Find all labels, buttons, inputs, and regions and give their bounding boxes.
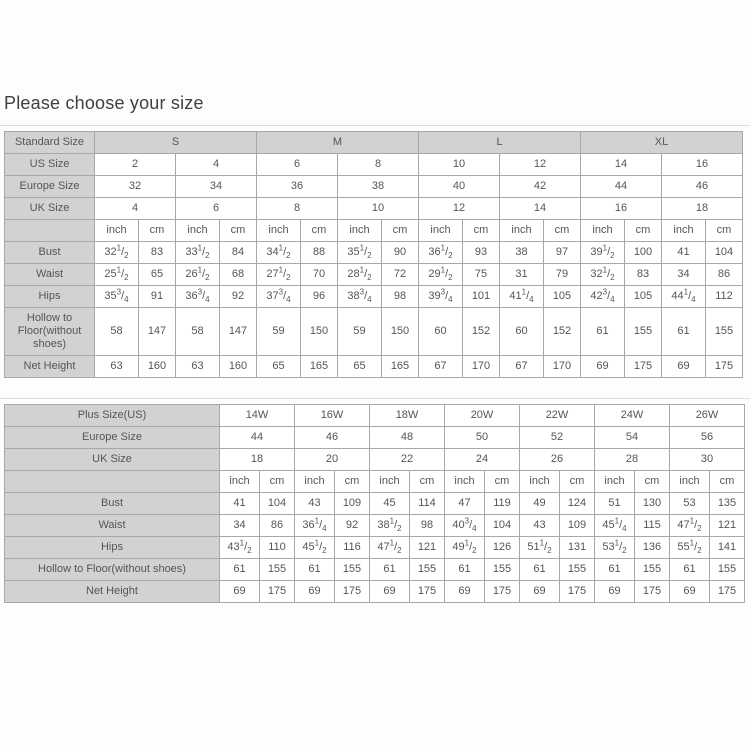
page-title: Please choose your size <box>4 93 204 113</box>
measure-cell: 75 <box>463 264 500 286</box>
unit-header: inch <box>419 220 463 242</box>
measure-cell: 67 <box>419 356 463 378</box>
measure-cell: 69 <box>220 581 260 603</box>
size-cell: 26W <box>670 405 745 427</box>
measure-row <box>5 356 743 378</box>
row-label: Hips <box>5 537 220 559</box>
unit-header: inch <box>220 471 260 493</box>
unit-header: cm <box>139 220 176 242</box>
measure-cell: 65 <box>257 356 301 378</box>
measure-cell: 31 <box>500 264 544 286</box>
measure-cell: 175 <box>335 581 370 603</box>
size-cell: 30 <box>670 449 745 471</box>
measure-cell: 61 <box>370 559 410 581</box>
measure-cell: 69 <box>581 356 625 378</box>
measure-row <box>5 559 745 581</box>
measure-cell: 61 <box>295 559 335 581</box>
measure-cell: 63 <box>176 356 220 378</box>
unit-header: cm <box>560 471 595 493</box>
measure-cell: $26^1/_2$ <box>176 264 220 286</box>
row-label: Bust <box>5 493 220 515</box>
row-label: Hollow to Floor(without shoes) <box>5 308 95 356</box>
measure-row <box>5 286 743 308</box>
measure-cell: 84 <box>220 242 257 264</box>
measure-cell: 150 <box>382 308 419 356</box>
measure-cell: 60 <box>500 308 544 356</box>
size-cell: 16 <box>581 198 662 220</box>
measure-cell: 155 <box>560 559 595 581</box>
measure-cell: 59 <box>338 308 382 356</box>
measure-cell: 155 <box>260 559 295 581</box>
unit-row-label <box>5 471 220 493</box>
measure-cell: 175 <box>625 356 662 378</box>
size-cell: 24 <box>445 449 520 471</box>
measure-cell: $45^1/_2$ <box>295 537 335 559</box>
measure-cell: $36^1/_4$ <box>295 515 335 537</box>
measure-cell: 101 <box>463 286 500 308</box>
size-cell: 10 <box>338 198 419 220</box>
size-cell: 14 <box>581 154 662 176</box>
measure-cell: 41 <box>220 493 260 515</box>
measure-cell: 109 <box>335 493 370 515</box>
measure-cell: 147 <box>139 308 176 356</box>
row-label: Hips <box>5 286 95 308</box>
measure-cell: 61 <box>220 559 260 581</box>
row-label: Net Height <box>5 581 220 603</box>
measure-cell: 69 <box>670 581 710 603</box>
measure-cell: 58 <box>95 308 139 356</box>
measure-cell: 61 <box>595 559 635 581</box>
measure-cell: $35^1/_2$ <box>338 242 382 264</box>
measure-cell: 152 <box>544 308 581 356</box>
size-cell: 18 <box>662 198 743 220</box>
size-group-row <box>5 132 743 154</box>
size-row <box>5 427 745 449</box>
measure-cell: 147 <box>220 308 257 356</box>
measure-cell: $42^3/_4$ <box>581 286 625 308</box>
unit-header: cm <box>706 220 743 242</box>
size-row <box>5 198 743 220</box>
measure-cell: 135 <box>710 493 745 515</box>
measure-cell: $32^1/_2$ <box>581 264 625 286</box>
measure-cell: 53 <box>670 493 710 515</box>
measure-cell: 104 <box>706 242 743 264</box>
row-label: Waist <box>5 264 95 286</box>
measure-cell: 150 <box>301 308 338 356</box>
size-cell: 14 <box>500 198 581 220</box>
row-label: Europe Size <box>5 176 95 198</box>
measure-cell: $28^1/_2$ <box>338 264 382 286</box>
unit-header: inch <box>520 471 560 493</box>
size-cell: 46 <box>662 176 743 198</box>
size-cell: 26 <box>520 449 595 471</box>
measure-cell: 175 <box>410 581 445 603</box>
divider <box>0 125 750 126</box>
measure-row <box>5 264 743 286</box>
measure-cell: 116 <box>335 537 370 559</box>
unit-header: cm <box>710 471 745 493</box>
divider <box>0 398 750 399</box>
measure-cell: 104 <box>485 515 520 537</box>
measure-cell: 90 <box>382 242 419 264</box>
measure-cell: 165 <box>382 356 419 378</box>
measure-cell: 141 <box>710 537 745 559</box>
unit-header: inch <box>295 471 335 493</box>
measure-cell: $40^3/_4$ <box>445 515 485 537</box>
measure-cell: 43 <box>295 493 335 515</box>
size-cell: 22W <box>520 405 595 427</box>
unit-header: cm <box>301 220 338 242</box>
measure-cell: 105 <box>544 286 581 308</box>
unit-header: inch <box>370 471 410 493</box>
measure-cell: 175 <box>706 356 743 378</box>
measure-cell: 97 <box>544 242 581 264</box>
measure-row <box>5 493 745 515</box>
measure-cell: 131 <box>560 537 595 559</box>
measure-cell: 47 <box>445 493 485 515</box>
measure-cell: 175 <box>560 581 595 603</box>
measure-cell: 115 <box>635 515 670 537</box>
measure-cell: $51^1/_2$ <box>520 537 560 559</box>
measure-cell: 41 <box>662 242 706 264</box>
size-cell: 32 <box>95 176 176 198</box>
measure-row <box>5 581 745 603</box>
measure-cell: 112 <box>706 286 743 308</box>
measure-cell: 105 <box>625 286 662 308</box>
row-label: Bust <box>5 242 95 264</box>
size-cell: 48 <box>370 427 445 449</box>
measure-cell: 165 <box>301 356 338 378</box>
measure-cell: 38 <box>500 242 544 264</box>
unit-header: inch <box>500 220 544 242</box>
measure-cell: 69 <box>445 581 485 603</box>
measure-cell: $33^1/_2$ <box>176 242 220 264</box>
measure-cell: 121 <box>710 515 745 537</box>
measure-cell: 63 <box>95 356 139 378</box>
row-label: US Size <box>5 154 95 176</box>
unit-header: inch <box>176 220 220 242</box>
size-cell: 12 <box>500 154 581 176</box>
measure-cell: 155 <box>485 559 520 581</box>
measure-row <box>5 537 745 559</box>
measure-cell: 61 <box>581 308 625 356</box>
unit-header: inch <box>581 220 625 242</box>
size-group-header: XL <box>581 132 743 154</box>
size-cell: 28 <box>595 449 670 471</box>
measure-cell: 121 <box>410 537 445 559</box>
measure-cell: $34^1/_2$ <box>257 242 301 264</box>
measure-cell: $32^1/_2$ <box>95 242 139 264</box>
measure-cell: 45 <box>370 493 410 515</box>
size-cell: 46 <box>295 427 370 449</box>
measure-cell: 92 <box>220 286 257 308</box>
size-cell: 18 <box>220 449 295 471</box>
measure-cell: 160 <box>139 356 176 378</box>
size-cell: 40 <box>419 176 500 198</box>
measure-cell: $27^1/_2$ <box>257 264 301 286</box>
row-label: Hollow to Floor(without shoes) <box>5 559 220 581</box>
row-label: Plus Size(US) <box>5 405 220 427</box>
size-group-header: S <box>95 132 257 154</box>
measure-cell: 61 <box>445 559 485 581</box>
measure-cell: $39^3/_4$ <box>419 286 463 308</box>
measure-cell: 119 <box>485 493 520 515</box>
measure-cell: 170 <box>544 356 581 378</box>
size-cell: 18W <box>370 405 445 427</box>
measure-cell: 86 <box>706 264 743 286</box>
measure-cell: 86 <box>260 515 295 537</box>
measure-row <box>5 242 743 264</box>
measure-cell: 136 <box>635 537 670 559</box>
measure-cell: 96 <box>301 286 338 308</box>
measure-cell: 79 <box>544 264 581 286</box>
measure-cell: 155 <box>706 308 743 356</box>
size-cell: 8 <box>257 198 338 220</box>
measure-cell: 69 <box>662 356 706 378</box>
measure-cell: $47^1/_2$ <box>670 515 710 537</box>
size-row <box>5 154 743 176</box>
measure-cell: 100 <box>625 242 662 264</box>
standard-size-table <box>4 131 743 378</box>
measure-cell: 72 <box>382 264 419 286</box>
unit-header: cm <box>410 471 445 493</box>
measure-cell: 155 <box>710 559 745 581</box>
unit-header: cm <box>544 220 581 242</box>
measure-cell: 155 <box>410 559 445 581</box>
size-cell: 20W <box>445 405 520 427</box>
unit-header: cm <box>625 220 662 242</box>
size-cell: 20 <box>295 449 370 471</box>
measure-cell: $36^1/_2$ <box>419 242 463 264</box>
size-cell: 44 <box>220 427 295 449</box>
size-cell: 8 <box>338 154 419 176</box>
unit-header: inch <box>670 471 710 493</box>
measure-cell: $29^1/_2$ <box>419 264 463 286</box>
measure-cell: $35^3/_4$ <box>95 286 139 308</box>
size-cell: 56 <box>670 427 745 449</box>
unit-header: inch <box>338 220 382 242</box>
measure-cell: $47^1/_2$ <box>370 537 410 559</box>
size-cell: 52 <box>520 427 595 449</box>
size-cell: 4 <box>95 198 176 220</box>
size-cell: 38 <box>338 176 419 198</box>
measure-cell: $25^1/_2$ <box>95 264 139 286</box>
measure-cell: 175 <box>635 581 670 603</box>
measure-cell: $38^3/_4$ <box>338 286 382 308</box>
measure-cell: 160 <box>220 356 257 378</box>
measure-cell: $41^1/_4$ <box>500 286 544 308</box>
unit-row <box>5 471 745 493</box>
size-cell: 44 <box>581 176 662 198</box>
size-cell: 34 <box>176 176 257 198</box>
measure-cell: 61 <box>520 559 560 581</box>
size-cell: 16W <box>295 405 370 427</box>
size-cell: 16 <box>662 154 743 176</box>
measure-cell: 49 <box>520 493 560 515</box>
measure-cell: 83 <box>625 264 662 286</box>
measure-cell: 34 <box>220 515 260 537</box>
measure-cell: 69 <box>370 581 410 603</box>
measure-cell: 175 <box>485 581 520 603</box>
measure-cell: 58 <box>176 308 220 356</box>
measure-cell: 69 <box>520 581 560 603</box>
measure-cell: $36^3/_4$ <box>176 286 220 308</box>
measure-cell: 60 <box>419 308 463 356</box>
measure-cell: 124 <box>560 493 595 515</box>
measure-cell: 70 <box>301 264 338 286</box>
size-cell: 12 <box>419 198 500 220</box>
size-cell: 36 <box>257 176 338 198</box>
size-cell: 10 <box>419 154 500 176</box>
measure-cell: 92 <box>335 515 370 537</box>
size-row <box>5 176 743 198</box>
measure-cell: 126 <box>485 537 520 559</box>
measure-cell: 175 <box>710 581 745 603</box>
size-group-header: L <box>419 132 581 154</box>
measure-cell: $53^1/_2$ <box>595 537 635 559</box>
measure-cell: $55^1/_2$ <box>670 537 710 559</box>
measure-cell: 61 <box>670 559 710 581</box>
measure-cell: 65 <box>338 356 382 378</box>
unit-header: cm <box>220 220 257 242</box>
size-cell: 22 <box>370 449 445 471</box>
measure-cell: 155 <box>335 559 370 581</box>
measure-cell: $38^1/_2$ <box>370 515 410 537</box>
unit-header: cm <box>335 471 370 493</box>
row-label: UK Size <box>5 449 220 471</box>
size-cell: 50 <box>445 427 520 449</box>
measure-cell: 34 <box>662 264 706 286</box>
measure-cell: 98 <box>410 515 445 537</box>
measure-cell: $37^3/_4$ <box>257 286 301 308</box>
measure-cell: 59 <box>257 308 301 356</box>
measure-cell: 68 <box>220 264 257 286</box>
plus-size-table <box>4 404 745 603</box>
measure-cell: 155 <box>625 308 662 356</box>
unit-header: cm <box>635 471 670 493</box>
unit-header: inch <box>662 220 706 242</box>
size-cell: 6 <box>176 198 257 220</box>
measure-cell: $49^1/_2$ <box>445 537 485 559</box>
unit-header: inch <box>445 471 485 493</box>
unit-header: cm <box>260 471 295 493</box>
size-cell: 24W <box>595 405 670 427</box>
size-cell: 4 <box>176 154 257 176</box>
unit-row-label <box>5 220 95 242</box>
measure-cell: 155 <box>635 559 670 581</box>
unit-header: inch <box>595 471 635 493</box>
unit-header: cm <box>382 220 419 242</box>
measure-cell: 51 <box>595 493 635 515</box>
measure-cell: $45^1/_4$ <box>595 515 635 537</box>
unit-row <box>5 220 743 242</box>
measure-cell: 43 <box>520 515 560 537</box>
measure-row <box>5 308 743 356</box>
measure-row <box>5 515 745 537</box>
measure-cell: 175 <box>260 581 295 603</box>
row-label: Net Height <box>5 356 95 378</box>
size-cell: 54 <box>595 427 670 449</box>
unit-header: inch <box>257 220 301 242</box>
measure-cell: 110 <box>260 537 295 559</box>
row-label: Waist <box>5 515 220 537</box>
row-label: UK Size <box>5 198 95 220</box>
measure-cell: 130 <box>635 493 670 515</box>
row-label: Europe Size <box>5 427 220 449</box>
unit-header: cm <box>463 220 500 242</box>
measure-cell: 69 <box>595 581 635 603</box>
measure-cell: 61 <box>662 308 706 356</box>
measure-cell: $43^1/_2$ <box>220 537 260 559</box>
table-spacer <box>0 378 750 387</box>
measure-cell: $39^1/_2$ <box>581 242 625 264</box>
size-cell: 2 <box>95 154 176 176</box>
measure-cell: 114 <box>410 493 445 515</box>
size-cell: 14W <box>220 405 295 427</box>
measure-cell: $44^1/_4$ <box>662 286 706 308</box>
size-group-header: M <box>257 132 419 154</box>
measure-cell: 67 <box>500 356 544 378</box>
measure-cell: 152 <box>463 308 500 356</box>
unit-header: cm <box>485 471 520 493</box>
measure-cell: 104 <box>260 493 295 515</box>
unit-header: inch <box>95 220 139 242</box>
size-cell: 6 <box>257 154 338 176</box>
measure-cell: 91 <box>139 286 176 308</box>
measure-cell: 109 <box>560 515 595 537</box>
measure-cell: 170 <box>463 356 500 378</box>
measure-cell: 69 <box>295 581 335 603</box>
measure-cell: 83 <box>139 242 176 264</box>
size-row <box>5 449 745 471</box>
size-row <box>5 405 745 427</box>
size-cell: 42 <box>500 176 581 198</box>
measure-cell: 98 <box>382 286 419 308</box>
measure-cell: 88 <box>301 242 338 264</box>
measure-cell: 93 <box>463 242 500 264</box>
measure-cell: 65 <box>139 264 176 286</box>
corner-label: Standard Size <box>5 132 95 154</box>
